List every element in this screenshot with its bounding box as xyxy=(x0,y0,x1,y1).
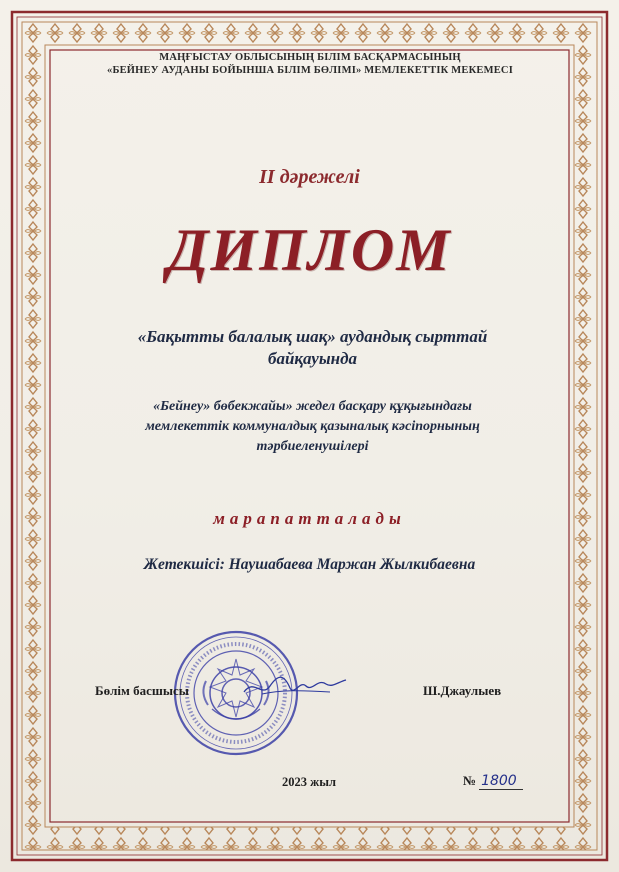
number-value: 1800 xyxy=(479,773,523,790)
awarded-text: марапатталады xyxy=(213,509,406,528)
recipient-line-2: мемлекеттік коммуналдық қазыналық кәсіпорнының xyxy=(145,419,480,434)
degree-label: II дәрежелі xyxy=(259,166,360,188)
header-line-2: «БЕЙНЕУ АУДАНЫ БОЙЫНША БІЛІМ БӨЛІМІ» МЕМЛЕКЕТТІК МЕКЕМЕСІ xyxy=(107,65,513,76)
contest-line-2: байқауында xyxy=(267,349,358,368)
signature-label: Бөлім басшысы xyxy=(95,683,189,698)
signatory-name: Ш.Джаулыев xyxy=(423,683,502,698)
contest-line-1: «Бақытты балалық шақ» аудандық сырттай xyxy=(137,327,488,346)
diploma-title: ДИПЛОМ xyxy=(167,217,452,283)
recipient-line-3: тәрбиеленушілері xyxy=(256,439,369,454)
contest-text xyxy=(90,326,535,370)
number-prefix: № xyxy=(463,773,477,788)
handwritten-signature-icon xyxy=(240,668,350,704)
diploma-number xyxy=(463,773,523,789)
recipient-line-1: «Бейнеу» бөбекжайы» жедел басқару құқығындағы xyxy=(153,399,472,414)
recipient-text xyxy=(90,397,535,457)
header-line-1: МАҢҒЫСТАУ ОБЛЫСЫНЫҢ БІЛІМ БАСҚАРМАСЫНЫҢ xyxy=(159,52,461,63)
supervisor-text: Жетекшісі: Наушабаева Маржан Жылкибаевна xyxy=(143,556,476,573)
issue-year: 2023 жыл xyxy=(282,775,336,789)
